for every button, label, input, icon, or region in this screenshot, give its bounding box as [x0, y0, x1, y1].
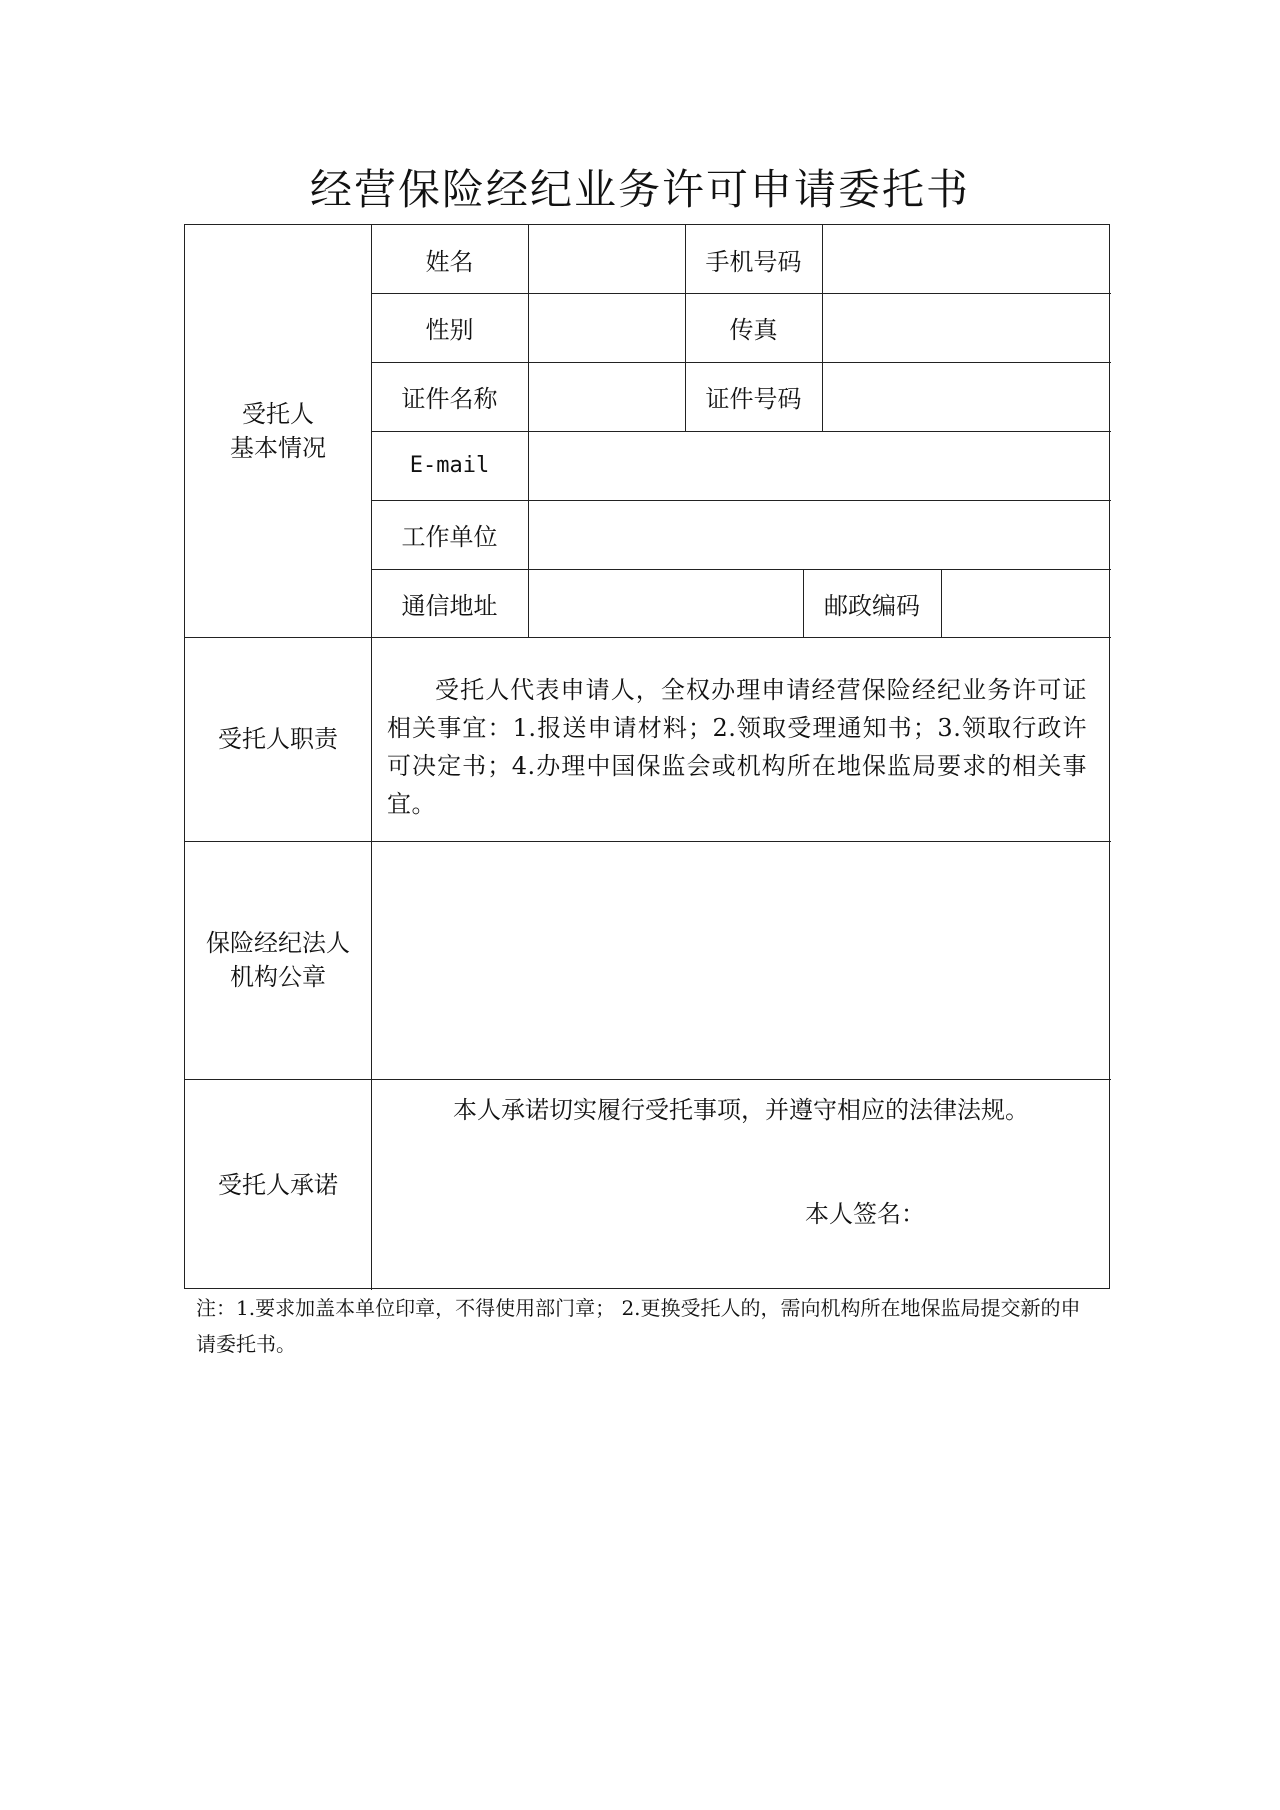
id-number-field[interactable] [822, 362, 1111, 431]
seal-label-line2: 机构公章 [230, 963, 326, 991]
gender-field[interactable] [528, 293, 685, 362]
basic-info-label-line1: 受托人 [242, 400, 314, 428]
fax-label: 传真 [729, 316, 778, 344]
basic-info-label [185, 225, 371, 637]
entrustment-form [184, 224, 1110, 1289]
fax-field[interactable] [822, 293, 1111, 362]
promise-label-text: 受托人承诺 [218, 1170, 338, 1199]
email-field[interactable] [528, 431, 1111, 500]
section-divider [185, 637, 1111, 638]
duties-text: 受托人代表申请人，全权办理申请经营保险经纪业务许可证相关事宜：1.报送申请材料；2.领取受理通知书；3.领取行政许可决定书；4.办理中国保监会或机构所在地保监局要求的相关事宜。 [387, 676, 1087, 818]
signature-label: 本人签名： [805, 1200, 925, 1228]
employer-label: 工作单位 [401, 523, 498, 551]
duties-label [185, 637, 371, 841]
name-field[interactable] [528, 225, 685, 293]
employer-field[interactable] [528, 500, 1111, 569]
basic-info-label-line2: 基本情况 [230, 434, 326, 462]
page-title: 经营保险经纪业务许可申请委托书 [309, 165, 970, 214]
mobile-label: 手机号码 [705, 247, 802, 276]
address-label: 通信地址 [401, 591, 498, 620]
promise-label [185, 1079, 371, 1290]
seal-label-line1: 保险经纪法人 [206, 929, 350, 957]
address-field[interactable] [528, 569, 803, 637]
postcode-label: 邮政编码 [824, 591, 920, 620]
id-number-label: 证件号码 [705, 385, 802, 413]
id-type-field[interactable] [528, 362, 685, 431]
footnote: 注：1.要求加盖本单位印章，不得使用部门章； 2.更换受托人的，需向机构所在地保监局提交新的申请委托书。 [196, 1296, 1081, 1356]
gender-label: 性别 [425, 316, 474, 344]
seal-area [371, 841, 1111, 1079]
postcode-field[interactable] [941, 569, 1111, 637]
id-type-label: 证件名称 [401, 385, 498, 413]
mobile-field[interactable] [822, 225, 1111, 293]
email-label: E-mail [409, 453, 490, 478]
seal-label [185, 841, 371, 1079]
duties-label-text: 受托人职责 [218, 725, 338, 753]
name-label: 姓名 [425, 247, 474, 276]
section-divider [185, 1079, 1111, 1080]
promise-text: 本人承诺切实履行受托事项，并遵守相应的法律法规。 [453, 1096, 1029, 1124]
